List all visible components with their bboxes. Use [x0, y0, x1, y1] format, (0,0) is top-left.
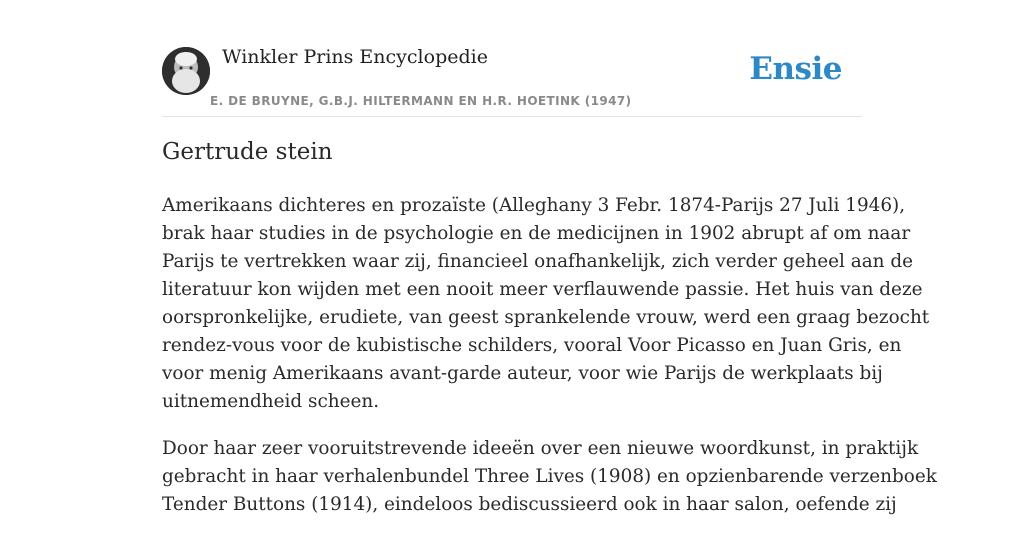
author-avatar-icon[interactable] — [162, 47, 210, 95]
paragraph-line: voor menig Amerikaans avant-garde auteur, voor wie Parijs de werkplaats bij — [162, 363, 883, 384]
paragraph-line: Tender Buttons (1914), eindeloos bediscussieerd ook in haar salon, oefende zij — [162, 494, 897, 515]
book-title[interactable]: Winkler Prins Encyclopedie — [222, 46, 488, 68]
paragraph-2 — [162, 435, 937, 519]
authors-line: E. DE BRUYNE, G.B.J. HILTERMANN EN H.R. HOETINK (1947) — [210, 94, 632, 108]
paragraph-line: gebracht in haar verhalenbundel Three Lives (1908) en opzienbarende verzenboek — [162, 466, 937, 487]
article-body — [162, 192, 937, 538]
paragraph-line: oorspronkelijke, erudiete, van geest sprankelende vrouw, werd een graag bezocht — [162, 307, 930, 328]
paragraph-line: rendez-vous voor de kubistische schilders, vooral Voor Picasso en Juan Gris, en — [162, 335, 902, 356]
header — [162, 0, 862, 117]
paragraph-1 — [162, 192, 930, 416]
paragraph-line: Parijs te vertrekken waar zij, financieel onafhankelijk, zich verder geheel aan de — [162, 251, 914, 272]
paragraph-line: Door haar zeer vooruitstrevende ideeën over een nieuwe woordkunst, in praktijk — [162, 438, 919, 459]
article-title: Gertrude stein — [162, 139, 333, 165]
ensie-logo[interactable]: Ensie — [749, 51, 842, 87]
paragraph-line: brak haar studies in de psychologie en de medicijnen in 1902 abrupt af om naar — [162, 223, 911, 244]
paragraph-line: literatuur kon wijden met een nooit meer verflauwende passie. Het huis van deze — [162, 279, 923, 300]
paragraph-line: Amerikaans dichteres en prozaïste (Alleghany 3 Febr. 1874-Parijs 27 Juli 1946), — [162, 195, 906, 216]
page-container — [162, 0, 937, 515]
paragraph-line: uitnemendheid scheen. — [162, 391, 380, 412]
